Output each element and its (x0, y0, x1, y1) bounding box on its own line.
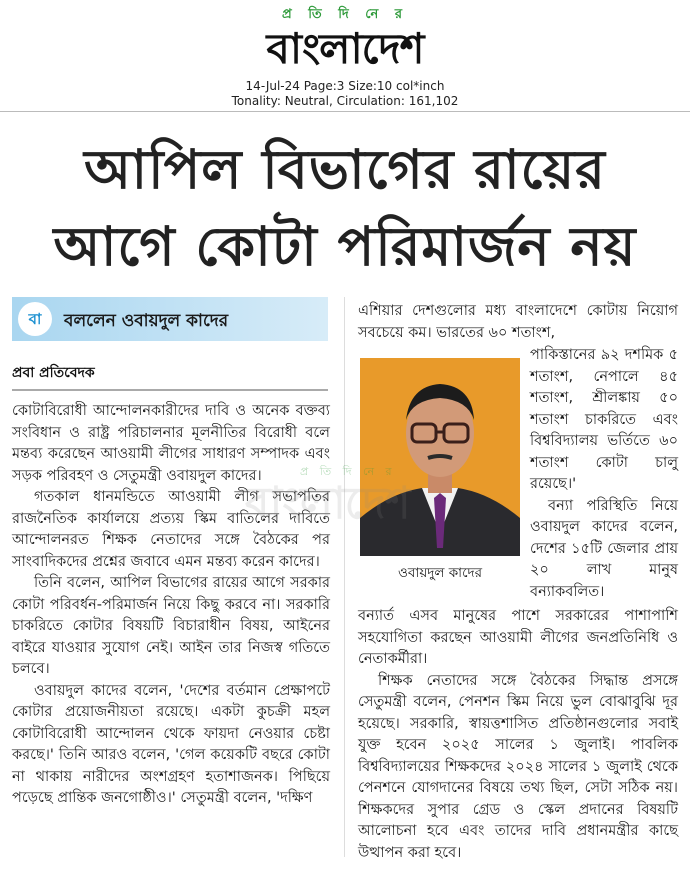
paragraph: পাকিস্তানের ৯২ দশমিক ৫ শতাংশ, নেপালে ৪৫ শতাংশ, শ্রীলঙ্কায় ৫০ শতাংশ চাকরিতে এবং বিশ্ববিদ্যালয় ভর্তিতে ৬০ শতাংশ কোটা চালু রয়েছে।' (530, 347, 678, 492)
paragraph: কোটাবিরোধী আন্দোলনকারীদের দাবি ও অনেক বক্তব্য সংবিধান ও রাষ্ট্র পরিচালনার মূলনীতির বিরোধী বলে মন্তব্য করেছেন আওয়ামী লীগের সাধারণ সম্পাদক এবং সড়ক পরিবহণ ও সেতুমন্ত্রী ওবায়দুল কাদের। (12, 403, 330, 484)
headline-line-1: আপিল বিভাগের রায়ের (84, 138, 606, 201)
clipping-meta-date: 14-Jul-24 Page:3 Size:10 col*inch (245, 79, 445, 93)
headline-line-2: আগে কোটা পরিমার্জন নয় (53, 215, 637, 278)
paragraph: বন্যার্ত এসব মানুষের পাশে সরকারের পাশাপাশি সহযোগিতা করছেন আওয়ামী লীগের জনপ্রতিনিধি ও নেতাকর্মীরা। (358, 608, 678, 667)
clipping-meta-tonality: Tonality: Neutral, Circulation: 161,102 (231, 94, 459, 108)
photo-caption: ওবায়দুল কাদের (397, 565, 483, 581)
left-column (12, 401, 330, 810)
byline: প্রবা প্রতিবেদক (12, 365, 95, 381)
watermark-logo: বাংলাদেশ (245, 478, 410, 529)
paragraph: বন্যা পরিস্থিতি নিয়ে ওবায়দুল কাদের বলেন, দেশের ১৫টি জেলার প্রায় ২০ লাখ মানুষ বন্যাকবলিত। (530, 497, 678, 600)
column-divider (344, 297, 345, 857)
paragraph: তিনি বলেন, আপিল বিভাগের রায়ের আগে সরকার কোটা পরিবর্ধন-পরিমার্জন নিয়ে কিছু করবে না। সরকারি চাকরিতে কোটার বিষয়টি বিচারাধীন বিষয়, আইনের বাইরে যাওয়ার সুযোগ নেই। আইন তার নিজস্ব গতিতে চলবে। (12, 575, 330, 677)
publisher-badge-icon: বা (18, 302, 52, 336)
right-column-side (530, 345, 678, 603)
right-column-bottom (358, 606, 678, 864)
byline-divider (12, 389, 328, 391)
newspaper-name: বাংলাদেশ (266, 24, 424, 73)
paragraph: গতকাল ধানমন্ডিতে আওয়ামী লীগ সভাপতির রাজনৈতিক কার্যালয়ে প্রত্যয় স্কিম বাতিলের দাবিতে আন্দোলনরত শিক্ষক নেতাদের সঙ্গে বৈঠকের পর সাংবাদিকদের প্রশ্নের জবাবে এমন মন্তব্য করেন কাদের। (12, 489, 330, 570)
masthead (0, 0, 690, 112)
paragraph: শিক্ষক নেতাদের সঙ্গে বৈঠকের সিদ্ধান্ত প্রসঙ্গে সেতুমন্ত্রী বলেন, পেনশন স্কিম নিয়ে ভুল বোঝাবুঝি দূর হয়েছে। সরকারি, স্বায়ত্তশাসিত প্রতিষ্ঠানগুলোর সবাই যুক্ত হবেন ২০২৫ সালের ১ জুলাই। পাবলিক বিশ্ববিদ্যালয়ের শিক্ষকদের ২০২৪ সালের ১ জুলাই থেকে পেনশনে যোগদানের বিষয়ে তথ্য ছিল, সেটা সঠিক নয়। শিক্ষকদের সুপার গ্রেড ও স্কেল প্রদানের বিষয়টি আলোচনা হবে এবং তাদের দাবি প্রধানমন্ত্রীর কাছে উত্থাপন করা হবে। (358, 672, 678, 861)
subhead-band (12, 297, 328, 341)
subhead-text: বললেন ওবায়দুল কাদের (64, 311, 229, 331)
paragraph: এশিয়ার দেশগুলোর মধ্য বাংলাদেশে কোটায় নিয়োগ সবচেয়ে কম। ভারতের ৬০ শতাংশ, (358, 303, 678, 341)
watermark-tagline: প্র তি দি নে র (300, 465, 396, 478)
masthead-divider (0, 111, 690, 112)
masthead-tagline: প্র তি দি নে র (281, 7, 408, 22)
paragraph: ওবায়দুল কাদের বলেন, 'দেশের বর্তমান প্রেক্ষাপটে কোটার প্রয়োজনীয়তা রয়েছে। একটা কুচক্রী মহল কোটাবিরোধী আন্দোলন থেকে ফায়দা নেওয়ার চেষ্টা করছে।' তিনি আরও বলেন, 'গেল কয়েকটি বছরে কোটা না থাকায় নারীদের অংশগ্রহণ হতাশাজনক। পিছিয়ে পড়েছে প্রান্তিক জনগোষ্ঠীও।' সেতুমন্ত্রী বলেন, 'দক্ষিণ (12, 682, 330, 806)
right-column-top (358, 301, 678, 344)
